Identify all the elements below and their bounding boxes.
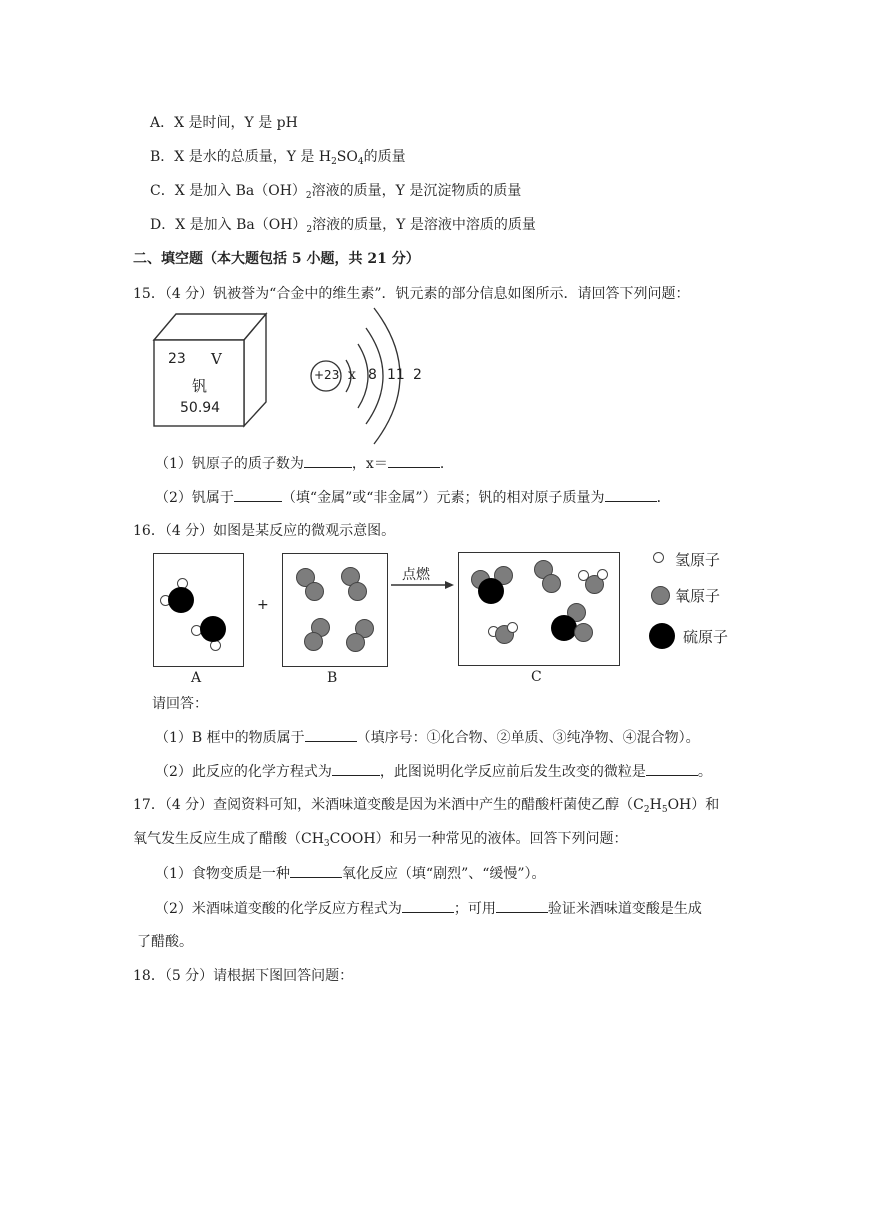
answer-blank[interactable] (496, 898, 548, 913)
q17-sub1-text: 氧化反应（填“剧烈”、“缓慢”）。 (341, 866, 546, 882)
option-c-text: 溶液的质量，Y 是沉淀物质的质量 (311, 183, 522, 199)
section-title: 二、填空题（本大题包括 5 小题，共 21 分） (133, 251, 420, 267)
option-d-text: 溶液的质量，Y 是溶液中溶质的质量 (312, 217, 536, 233)
answer-blank[interactable] (388, 453, 440, 468)
q17-sub2-text: 验证米酒味道变酸是生成 (547, 901, 702, 917)
q15-sub2 (155, 487, 671, 508)
legend-oxygen-label: 氧原子 (675, 587, 721, 605)
reaction-arrow (390, 578, 456, 592)
q16-sub2-text: ，此图说明化学反应前后发生改变的微粒是 (379, 764, 646, 780)
answer-blank[interactable] (332, 761, 380, 776)
arrow-head (445, 581, 454, 589)
box-a-label: A (191, 670, 202, 686)
q18-stem: 18．（5 分）请根据下图回答问题： (133, 968, 354, 984)
element-symbol: V (211, 350, 222, 368)
q15-sub1 (155, 453, 454, 474)
q17-stem-text: COOH）和另一种常见的液体。回答下列问题： (329, 831, 628, 847)
option-a-text: A．X 是时间，Y 是 pH (150, 115, 298, 131)
nucleus-charge: +23 (314, 368, 340, 382)
q17-stem-line2 (133, 829, 628, 854)
q17-stem-text: 17．（4 分）查阅资料可知，米酒味道变酸是因为米酒中产生的醋酸杆菌使乙醇（C (133, 797, 644, 813)
option-d (150, 215, 536, 240)
q17-sub2-continued: 了醋酸。 (137, 934, 193, 950)
q15-stem: 15．（4 分）钒被誉为“合金中的维生素”．钒元素的部分信息如图所示．请回答下列问题： (133, 286, 690, 302)
shell-4-electrons: 2 (413, 367, 422, 383)
box-c-label: C (531, 669, 542, 685)
box-a (153, 553, 244, 667)
oxygen-atom (348, 582, 367, 601)
q17-stem-text: H (649, 797, 662, 813)
oxygen-atom (574, 623, 593, 642)
q16-stem: 16．（4 分）如图是某反应的微观示意图。 (133, 523, 396, 539)
answer-blank[interactable] (290, 863, 342, 878)
option-c-text: C．X 是加入 Ba（OH） (150, 183, 306, 199)
option-d-text: D．X 是加入 Ba（OH） (150, 217, 307, 233)
legend-sulfur-icon (649, 623, 675, 649)
atomic-number: 23 (168, 351, 186, 367)
shell-3-electrons: 11 (387, 367, 405, 383)
plus-sign: + (257, 597, 269, 613)
q15-sub2-text: ． (656, 490, 671, 506)
option-b-text: B．X 是水的总质量，Y 是 H (150, 149, 332, 165)
q17-stem-text: 氧气发生反应生成了醋酸（CH (133, 831, 324, 847)
hydrogen-atom (597, 569, 608, 580)
q17-sub2-text: （2）米酒味道变酸的化学反应方程式为 (155, 901, 402, 917)
shell-2-electrons: 8 (368, 367, 377, 383)
q15-sub2-text: （填“金属”或“非金属”）元素；钒的相对原子质量为 (281, 490, 605, 506)
q15-sub1-text: （1）钒原子的质子数为 (155, 456, 304, 472)
answer-blank[interactable] (305, 727, 357, 742)
q16-sub1-text: （1）B 框中的物质属于 (155, 730, 305, 746)
oxygen-atom (542, 574, 561, 593)
element-name: 钒 (192, 377, 208, 395)
q15-sub1-text: ． (439, 456, 454, 472)
q16-sub2-text: （2）此反应的化学方程式为 (155, 764, 332, 780)
q17-sub1 (155, 863, 546, 884)
answer-blank[interactable] (402, 898, 454, 913)
hydrogen-atom (507, 622, 518, 633)
option-a (150, 113, 298, 133)
legend-oxygen-icon (651, 586, 670, 605)
option-b-text: 的质量 (363, 149, 406, 165)
subscript: 3 (323, 839, 330, 849)
q15-sub1-text: ，x＝ (351, 456, 388, 472)
q17-stem-line1 (133, 795, 719, 820)
legend-hydrogen-label: 氢原子 (675, 551, 721, 569)
reaction-condition: 点燃 (402, 567, 430, 583)
oxygen-atom (305, 582, 324, 601)
q15-sub2-text: （2）钒属于 (155, 490, 234, 506)
q17-sub1-text: （1）食物变质是一种 (155, 866, 290, 882)
answer-blank[interactable] (234, 487, 282, 502)
please-answer: 请回答： (152, 696, 208, 712)
oxygen-atom (346, 633, 365, 652)
q17-sub2-text: ；可用 (453, 901, 496, 917)
atomic-mass: 50.94 (180, 400, 221, 416)
q16-sub2 (155, 761, 712, 782)
oxygen-atom (304, 632, 323, 651)
q17-stem-text: OH）和 (667, 797, 720, 813)
q17-sub2 (155, 898, 702, 919)
subscript: 2 (643, 805, 650, 815)
shell-1-electrons: x (348, 367, 356, 383)
sulfur-atom (551, 615, 577, 641)
answer-blank[interactable] (304, 453, 352, 468)
option-c (150, 181, 521, 206)
answer-blank[interactable] (605, 487, 657, 502)
subscript: 5 (661, 805, 668, 815)
subscript: 4 (357, 157, 364, 167)
answer-blank[interactable] (646, 761, 698, 776)
sulfur-atom (168, 587, 194, 613)
option-b (150, 147, 406, 172)
sulfur-atom (200, 616, 226, 642)
legend-hydrogen-icon (653, 552, 664, 563)
q16-sub1 (155, 727, 700, 748)
box-b-label: B (327, 670, 338, 686)
option-b-text: SO (336, 149, 358, 165)
q16-sub2-text: 。 (697, 764, 712, 780)
subscript: 2 (331, 157, 337, 167)
subscript: 2 (305, 191, 312, 201)
shell-arc-2 (358, 344, 368, 408)
q16-sub1-text: （填序号：①化合物、②单质、③纯净物、④混合物）。 (356, 730, 700, 746)
subscript: 2 (306, 225, 313, 235)
sulfur-atom (478, 578, 504, 604)
legend-sulfur-label: 硫原子 (683, 628, 729, 646)
